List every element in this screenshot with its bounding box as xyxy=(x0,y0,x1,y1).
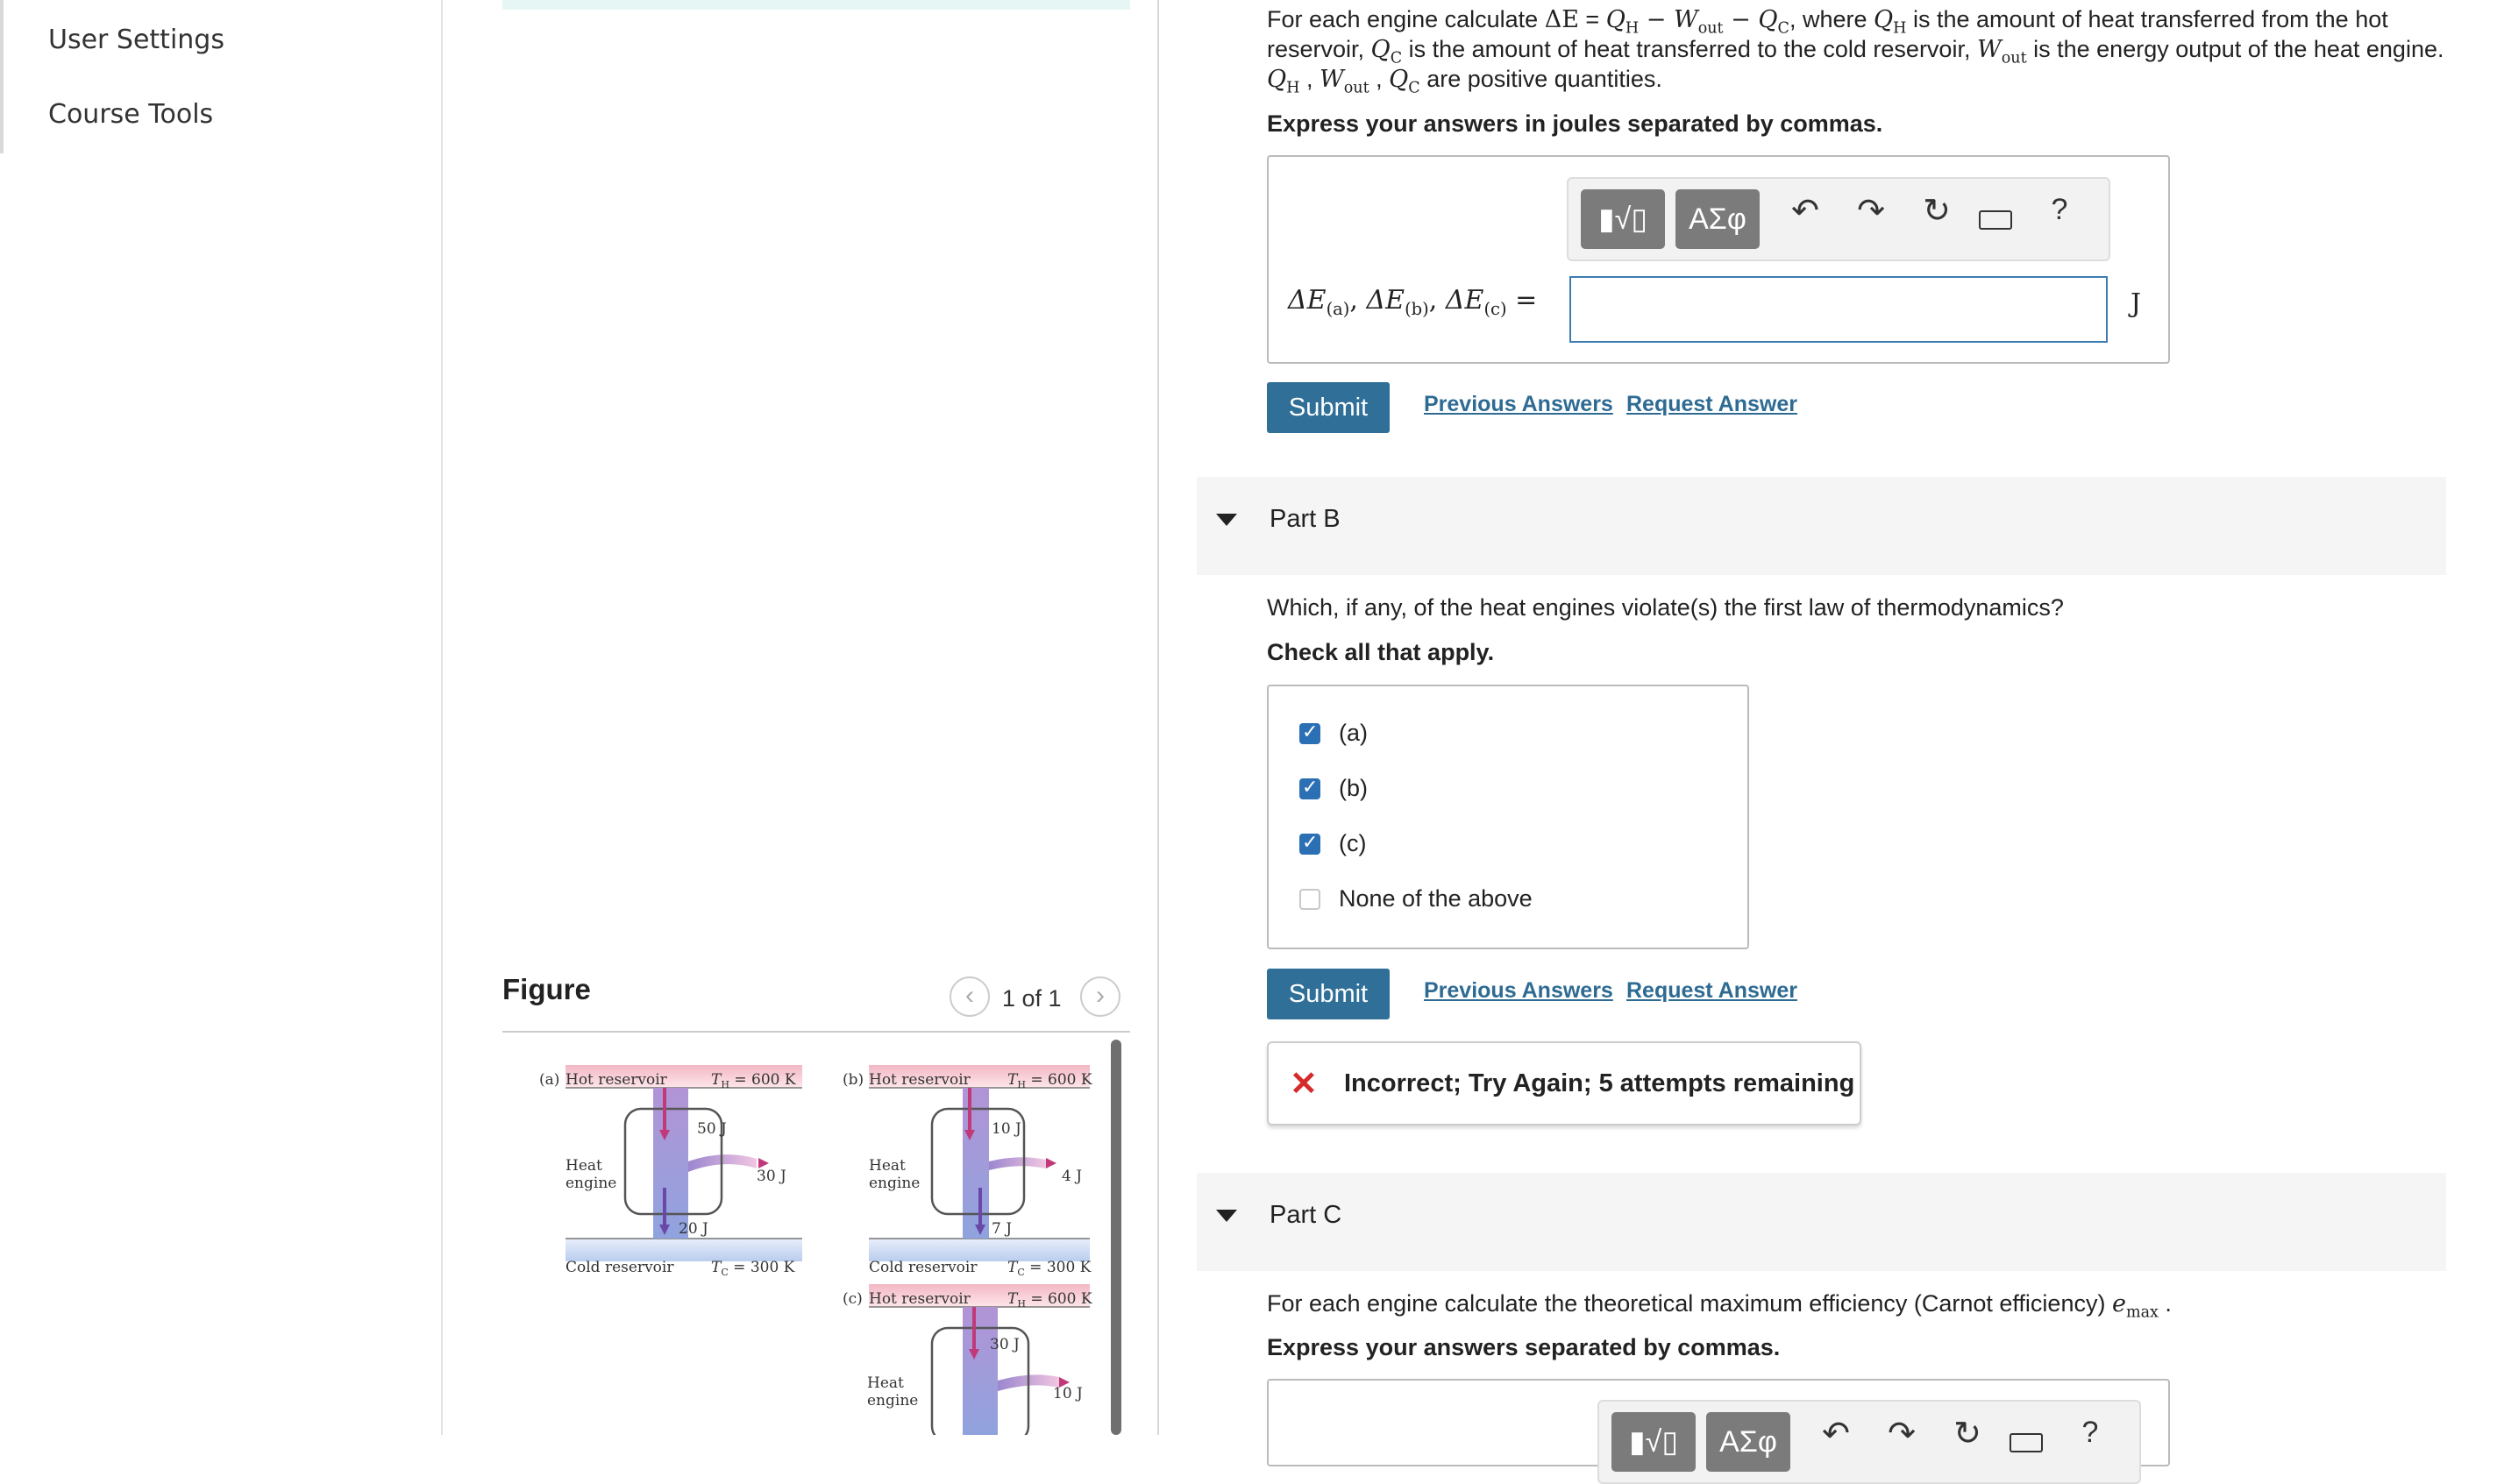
panel-b-wout: 4 J xyxy=(1062,1168,1083,1185)
part-a-request-answer-link[interactable]: Request Answer xyxy=(1626,392,1797,416)
part-a-answer-box xyxy=(1267,155,2170,364)
part-a-submit-button[interactable]: Submit xyxy=(1267,382,1390,433)
panel-c-qh: 30 J xyxy=(990,1336,1020,1353)
svg-text:TH = 600 K: $T_H = 600$ K xyxy=(711,1071,796,1090)
svg-text:TH = 600 K: $T_H = 600$ K xyxy=(1007,1290,1092,1310)
option-none-checkbox[interactable] xyxy=(1299,889,1320,910)
panel-c-hot-label: Hot reservoir xyxy=(869,1290,971,1308)
help-button[interactable]: ? xyxy=(2081,1416,2099,1449)
panel-b-qc: 7 J xyxy=(992,1220,1013,1238)
question-pane xyxy=(1159,0,2504,1459)
panel-b-engine-line1: Heat xyxy=(869,1157,906,1175)
symbols-button[interactable]: ΑΣφ xyxy=(1706,1412,1790,1472)
error-x-icon: ✕ xyxy=(1290,1066,1318,1103)
part-a-answer-label: $\Delta E_{(a)}$, $\Delta E_{(b)}$, $\Delta E_{(c)}$ = xyxy=(1288,285,1538,319)
keyboard-icon[interactable] xyxy=(1979,210,2012,230)
redo-icon[interactable]: ↷ xyxy=(1888,1416,1916,1452)
option-b-label: (b) xyxy=(1339,775,1368,801)
chevron-right-icon: › xyxy=(1096,981,1105,1010)
panel-a-wout: 30 J xyxy=(757,1168,786,1185)
sidebar xyxy=(0,0,443,1435)
reset-icon[interactable]: ↻ xyxy=(1953,1416,1981,1452)
panel-b xyxy=(843,1065,1092,1278)
chevron-left-icon: ‹ xyxy=(965,981,974,1010)
part-b-options-box xyxy=(1267,685,1749,949)
heat-engine-figure xyxy=(502,1039,1107,1435)
option-none-label: None of the above xyxy=(1339,885,1533,912)
figure-prev-button[interactable] xyxy=(950,976,990,1017)
help-button[interactable]: ? xyxy=(2051,193,2068,226)
check-icon: ✓ xyxy=(1302,721,1319,742)
option-b-checkbox[interactable] xyxy=(1299,778,1320,799)
part-a-math-toolbar xyxy=(1567,177,2110,261)
part-b-instruction: Check all that apply. xyxy=(1267,639,1495,665)
panel-b-cold-label: Cold reservoir xyxy=(869,1259,978,1276)
panel-c-engine-line1: Heat xyxy=(867,1374,904,1392)
panel-c-engine-line2: engine xyxy=(867,1392,919,1409)
part-c-header[interactable] xyxy=(1197,1173,2446,1271)
sidebar-accent xyxy=(0,0,4,153)
panel-a xyxy=(539,1065,802,1278)
figure-panel xyxy=(443,0,1159,1435)
part-b-question: Which, if any, of the heat engines violate(s) the first law of thermodynamics? xyxy=(1267,594,2064,621)
part-c-question: For each engine calculate the theoretical maximum efficiency (Carnot efficiency) $e_{max}$ . xyxy=(1267,1290,2172,1322)
option-c-label: (c) xyxy=(1339,830,1367,856)
sidebar-item-user-settings[interactable]: User Settings xyxy=(48,25,224,55)
part-a-intro-line2: reservoir, $Q_C$ is the amount of heat transferred to the cold reservoir, $W_{out}$ is the energy output of the heat engine. xyxy=(1267,36,2444,67)
part-a-previous-answers-link[interactable]: Previous Answers xyxy=(1424,392,1613,416)
part-c-instruction: Express your answers separated by commas. xyxy=(1267,1334,1781,1360)
check-icon: ✓ xyxy=(1302,776,1319,798)
option-a-checkbox[interactable] xyxy=(1299,723,1320,744)
panel-a-tag: (a) xyxy=(539,1071,560,1089)
part-a-intro-line3: $Q_H$ , $W_{out}$ , $Q_C$ are positive quantities. xyxy=(1267,66,1662,97)
figure-next-button[interactable] xyxy=(1080,976,1120,1017)
panel-c xyxy=(843,1284,1092,1435)
part-b-label: Part B xyxy=(1270,505,1341,533)
templates-button[interactable]: ▮√▯ xyxy=(1581,189,1665,249)
panel-c-th: 600 K xyxy=(1048,1290,1092,1308)
panel-c-tag: (c) xyxy=(843,1290,863,1308)
collapse-triangle-icon xyxy=(1216,514,1237,526)
svg-text:TC = 300 K: $T_C = 300$ K xyxy=(711,1259,795,1278)
option-c-checkbox[interactable] xyxy=(1299,831,1320,855)
panel-a-qh: 50 J xyxy=(697,1120,727,1138)
part-b-feedback xyxy=(1267,1041,1861,1125)
undo-icon[interactable]: ↶ xyxy=(1822,1416,1850,1452)
panel-a-engine-line2: engine xyxy=(566,1175,617,1192)
panel-c-wout: 10 J xyxy=(1053,1385,1083,1402)
panel-b-hot-label: Hot reservoir xyxy=(869,1071,971,1089)
templates-button[interactable]: ▮√▯ xyxy=(1611,1412,1696,1472)
panel-a-qc: 20 J xyxy=(679,1220,708,1238)
collapse-triangle-icon xyxy=(1216,1210,1237,1222)
panel-a-tc: 300 K xyxy=(750,1259,795,1276)
part-a-instruction: Express your answers in joules separated by commas. xyxy=(1267,110,1883,137)
panel-a-engine-line1: Heat xyxy=(566,1157,602,1175)
part-b-header[interactable] xyxy=(1197,477,2446,575)
panel-b-tc: 300 K xyxy=(1046,1259,1092,1276)
part-a-intro: For each engine calculate $\Delta E = Q_H - W_{out} - Q_C$, where $Q_H$ is the amount of heat transferred from the hot xyxy=(1267,6,2388,38)
sidebar-item-course-tools[interactable]: Course Tools xyxy=(48,99,214,130)
undo-icon[interactable]: ↶ xyxy=(1791,193,1819,230)
panel-b-engine-line2: engine xyxy=(869,1175,921,1192)
figure-scrollbar[interactable] xyxy=(1111,1040,1121,1435)
check-icon: ✓ xyxy=(1302,831,1319,853)
keyboard-icon[interactable] xyxy=(2010,1433,2043,1452)
figure-counter: 1 of 1 xyxy=(1002,985,1062,1012)
reset-icon[interactable]: ↻ xyxy=(1923,193,1951,230)
part-b-submit-button[interactable]: Submit xyxy=(1267,969,1390,1019)
panel-b-tag: (b) xyxy=(843,1071,864,1089)
figure-title: Figure xyxy=(502,973,591,1005)
panel-b-qh: 10 J xyxy=(992,1120,1021,1138)
redo-icon[interactable]: ↷ xyxy=(1857,193,1885,230)
figure-divider xyxy=(502,1031,1130,1033)
symbols-button[interactable]: ΑΣφ xyxy=(1675,189,1760,249)
figure-top-strip xyxy=(502,0,1130,10)
part-c-answer-box xyxy=(1267,1379,2170,1466)
panel-a-cold-label: Cold reservoir xyxy=(566,1259,674,1276)
part-a-answer-input[interactable] xyxy=(1569,276,2108,343)
panel-a-th: 600 K xyxy=(751,1071,796,1089)
part-c-label: Part C xyxy=(1270,1201,1342,1229)
part-a-unit: J xyxy=(2131,288,2142,319)
svg-text:TH = 600 K: $T_H = 600$ K xyxy=(1007,1071,1092,1090)
panel-a-hot-label: Hot reservoir xyxy=(566,1071,667,1089)
svg-text:TC = 300 K: $T_C = 300$ K xyxy=(1007,1259,1092,1278)
part-b-previous-answers-link[interactable]: Previous Answers xyxy=(1424,978,1613,1003)
panel-b-th: 600 K xyxy=(1048,1071,1092,1089)
part-b-feedback-text: Incorrect; Try Again; 5 attempts remaining xyxy=(1344,1069,1855,1097)
option-a-label: (a) xyxy=(1339,720,1368,746)
part-c-math-toolbar xyxy=(1597,1400,2141,1484)
part-b-request-answer-link[interactable]: Request Answer xyxy=(1626,978,1797,1003)
